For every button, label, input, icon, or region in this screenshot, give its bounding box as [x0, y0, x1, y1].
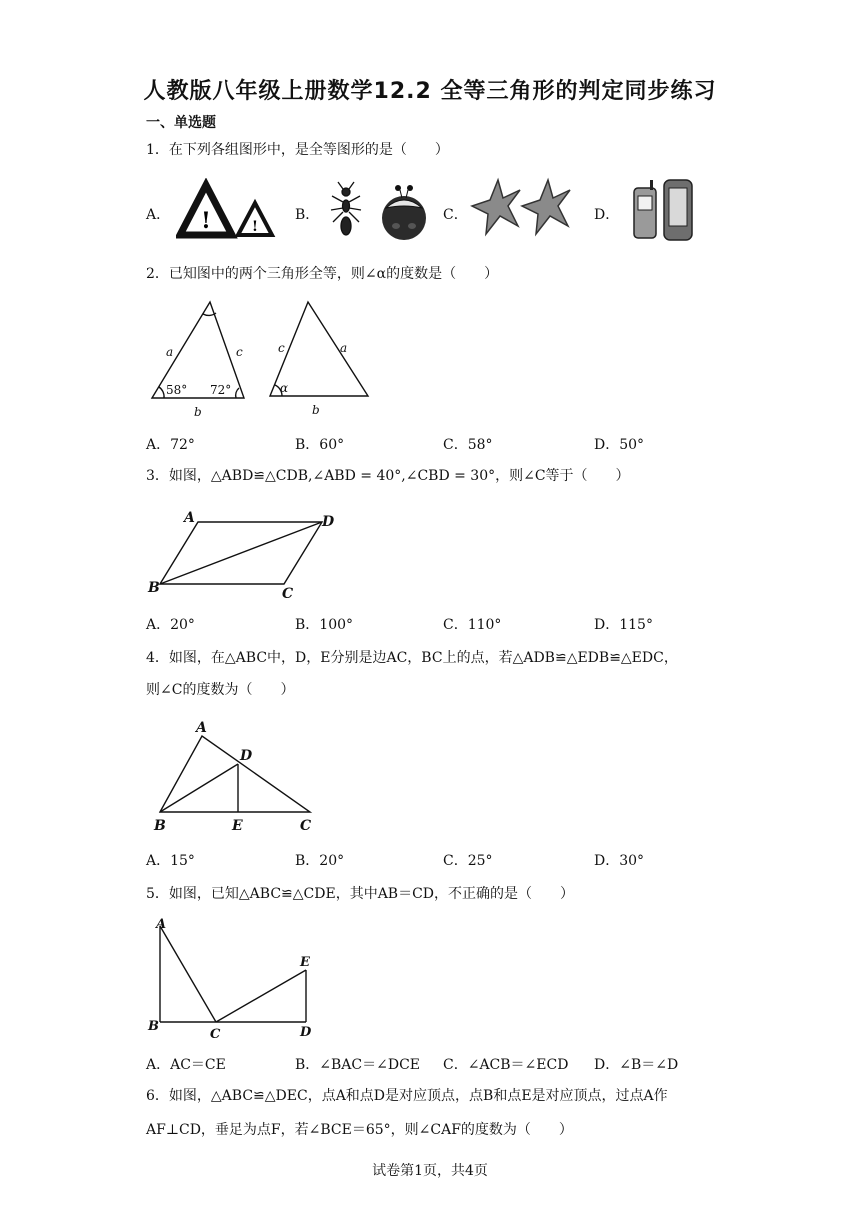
question-6-stem-line-2: AF⊥CD，垂足为点F，若∠BCE＝65°，则∠CAF的度数为（ ）: [146, 1122, 573, 1138]
ladybug-icon: [382, 185, 426, 240]
q1-warning-signs-figure: [176, 178, 276, 240]
q2-option-d[interactable]: D．50°: [594, 437, 645, 453]
vertex-d-label: D: [300, 1025, 312, 1040]
ant-icon: [331, 182, 361, 235]
t1-angle-72-label: 72°: [210, 383, 232, 397]
q4-triangle-figure: [146, 718, 322, 836]
q2-option-b[interactable]: B．60°: [295, 437, 345, 453]
segment-bd: [160, 764, 238, 812]
t1-side-b-label: b: [194, 405, 202, 419]
q5-option-a[interactable]: A．AC＝CE: [146, 1057, 226, 1073]
question-6-stem-line-1: 6．如图，△ABC≌△DEC，点A和点D是对应顶点，点B和点E是对应顶点，过点A作: [146, 1088, 668, 1104]
question-2-stem: 2．已知图中的两个三角形全等，则∠α的度数是（ ）: [146, 266, 499, 282]
q1-option-c[interactable]: C．: [443, 207, 468, 223]
q4-option-a[interactable]: A．15°: [146, 853, 195, 869]
triangle-one-right-angle-arc: [236, 388, 239, 398]
vertex-c-label: C: [210, 1027, 221, 1040]
q3-option-d[interactable]: D．115°: [594, 617, 653, 633]
question-1-stem: 1．在下列各组图形中，是全等图形的是（ ）: [146, 142, 449, 158]
q2-option-a[interactable]: A．72°: [146, 437, 195, 453]
q4-option-d[interactable]: D．30°: [594, 853, 645, 869]
diagonal-bd: [160, 522, 322, 584]
q4-option-b[interactable]: B．20°: [295, 853, 345, 869]
t2-alpha-label: α: [280, 381, 289, 395]
t1-side-c-label: c: [236, 345, 243, 359]
small-warning-mark: !: [251, 219, 259, 235]
vertex-d-label: D: [240, 748, 253, 764]
q5-option-b[interactable]: B．∠BAC＝∠DCE: [295, 1057, 421, 1073]
starfish-icon: [522, 180, 570, 234]
q5-option-c[interactable]: C．∠ACB＝∠ECD: [443, 1057, 569, 1073]
q1-option-d[interactable]: D．: [594, 207, 620, 223]
q5-option-d[interactable]: D．∠B＝∠D: [594, 1057, 679, 1073]
t2-side-b-label: b: [312, 403, 320, 417]
starfish-icon: [472, 180, 520, 234]
q1-ant-and-ladybug-figure: [326, 178, 434, 244]
q2-triangles-figure: [146, 296, 378, 422]
large-warning-mark: !: [201, 208, 211, 234]
t1-side-a-label: a: [166, 345, 174, 359]
q3-option-c[interactable]: C．110°: [443, 617, 502, 633]
vertex-c-label: C: [282, 586, 294, 600]
vertex-b-label: B: [148, 580, 160, 596]
t2-side-a-label: a: [340, 341, 348, 355]
q2-option-c[interactable]: C．58°: [443, 437, 493, 453]
vertex-a-label: A: [156, 917, 167, 932]
q3-parallelogram-figure: [146, 508, 342, 600]
flip-phone-icon: [634, 180, 656, 238]
t2-side-c-label: c: [278, 341, 285, 355]
candybar-phone-icon: [664, 180, 692, 240]
question-4-stem-line-1: 4．如图，在△ABC中，D，E分别是边AC，BC上的点，若△ADB≌△EDB≌△EDC，: [146, 650, 678, 666]
question-5-stem: 5．如图，已知△ABC≌△CDE，其中AB＝CD，不正确的是（ ）: [146, 886, 575, 902]
q4-option-c[interactable]: C．25°: [443, 853, 493, 869]
vertex-c-label: C: [300, 818, 312, 834]
question-3-stem: 3．如图，△ABD≌△CDB,∠ABD = 40°,∠CBD = 30°，则∠C等于（ ）: [146, 468, 630, 484]
q5-figure: [146, 914, 322, 1040]
triangle-one-left-angle-arc: [159, 387, 164, 398]
q1-option-b[interactable]: B．: [295, 207, 320, 223]
segment-ce: [216, 970, 306, 1022]
page-footer: 试卷第1页，共4页: [372, 1163, 488, 1179]
segment-ac: [160, 926, 216, 1022]
question-4-stem-line-2: 则∠C的度数为（ ）: [146, 682, 295, 698]
vertex-e-label: E: [232, 818, 243, 834]
section-heading: 一、单选题: [146, 115, 216, 131]
vertex-b-label: B: [148, 1019, 159, 1034]
q1-starfish-figure: [470, 176, 572, 240]
vertex-a-label: A: [196, 720, 207, 736]
q1-phones-figure: [628, 176, 698, 244]
q3-option-b[interactable]: B．100°: [295, 617, 354, 633]
vertex-b-label: B: [154, 818, 166, 834]
vertex-e-label: E: [300, 955, 310, 970]
page-title: 人教版八年级上册数学12.2 全等三角形的判定同步练习: [143, 79, 717, 104]
triangle-abc: [160, 736, 310, 812]
q3-option-a[interactable]: A．20°: [146, 617, 195, 633]
q1-option-a[interactable]: A．: [146, 207, 171, 223]
vertex-a-label: A: [184, 510, 195, 526]
t1-angle-58-label: 58°: [166, 383, 188, 397]
vertex-d-label: D: [322, 514, 335, 530]
